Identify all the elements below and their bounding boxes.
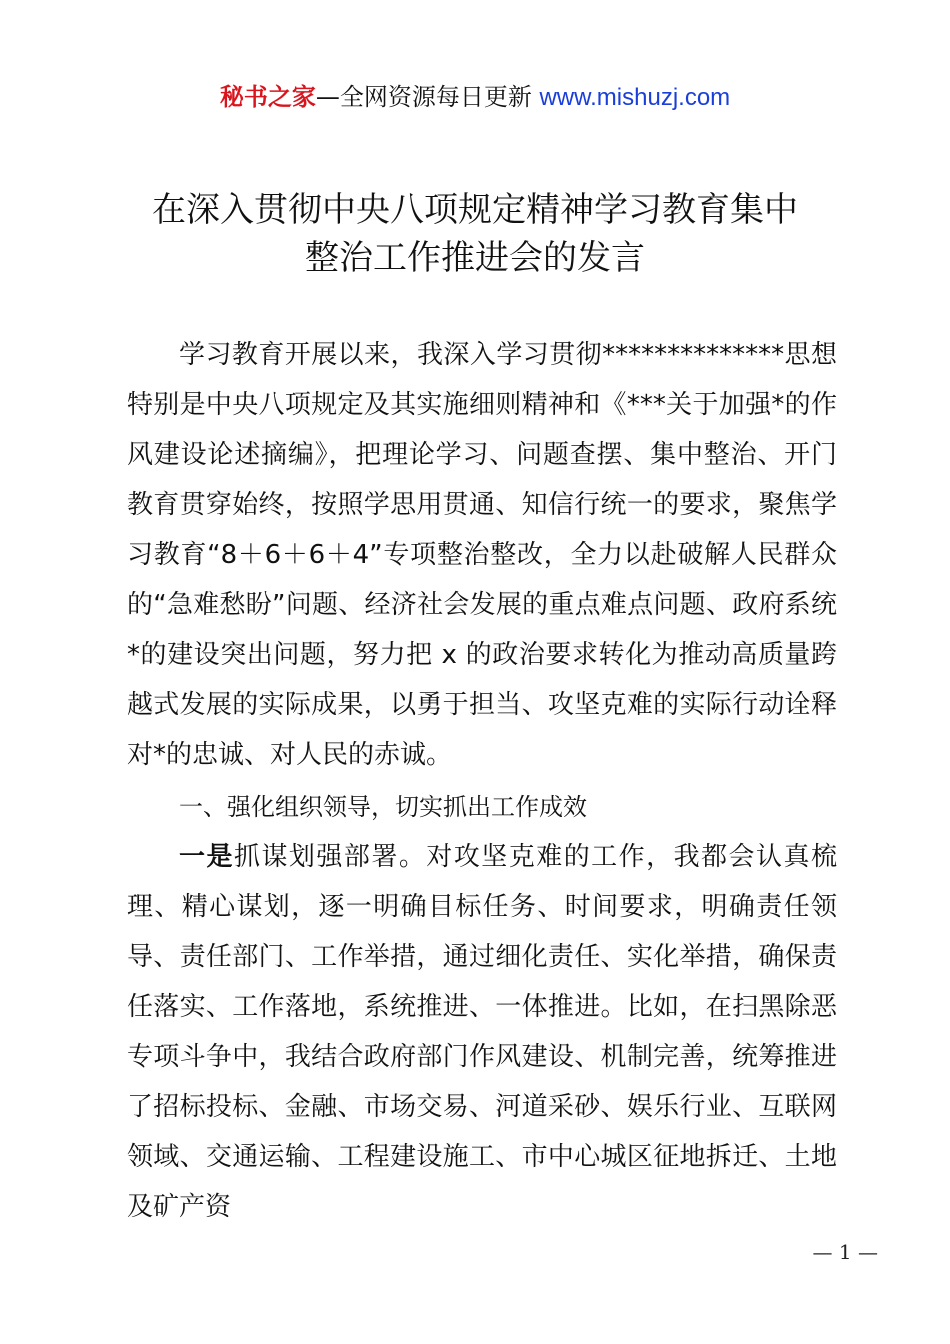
section-heading-1: 一、强化组织领导，切实抓出工作成效: [179, 793, 587, 821]
intro-paragraph: 学习教育开展以来，我深入学习贯彻**************思想特别是中央八项规定及其实施细则精神和《***关于加强*的作风建设论述摘编》，把理论学习、问题查摆、集中整治、开门教育贯穿始终，按照学思用贯通、知信行统一的要求，聚焦学习教育“8＋6＋6＋4”专项整治整改，全力以赴破解人民群众的“急难愁盼”问题、经济社会发展的重点难点问题、政府系统*的建设突出问题，努力把 x 的政治要求转化为推动高质量跨越式发展的实际成果，以勇于担当、攻坚克难的实际行动诠释对*的忠诚、对人民的赤诚。: [127, 340, 837, 770]
paragraph-text: 抓谋划强部署。对攻坚克难的工作，我都会认真梳理、精心谋划，逐一明确目标任务、时间要求，明确责任领导、责任部门、工作举措，通过细化责任、实化举措，确保责任落实、工作落地，系统推进、一体推进。比如，在扫黑除恶专项斗争中，我结合政府部门作风建设、机制完善，统筹推进了招标投标、金融、市场交易、河道采砂、娱乐行业、互联网领域、交通运输、工程建设施工、市中心城区征地拆迁、土地及矿产资: [127, 842, 837, 1222]
paragraph-lead: 一是: [179, 842, 234, 872]
document-title: [120, 186, 830, 282]
site-watermark-header: [0, 80, 950, 115]
body-paragraph-1: [127, 832, 837, 1232]
brand-name: 秘书之家: [219, 83, 316, 111]
brand-tagline: —全网资源每日更新: [315, 83, 540, 111]
document-title-line-2: 整治工作推进会的发言: [305, 238, 645, 278]
page-number: — 1 —: [812, 1240, 878, 1264]
brand-url-link[interactable]: www.mishuzj.com: [539, 84, 731, 111]
document-title-line-1: 在深入贯彻中央八项规定精神学习教育集中: [152, 190, 798, 230]
document-body: [127, 330, 837, 1232]
